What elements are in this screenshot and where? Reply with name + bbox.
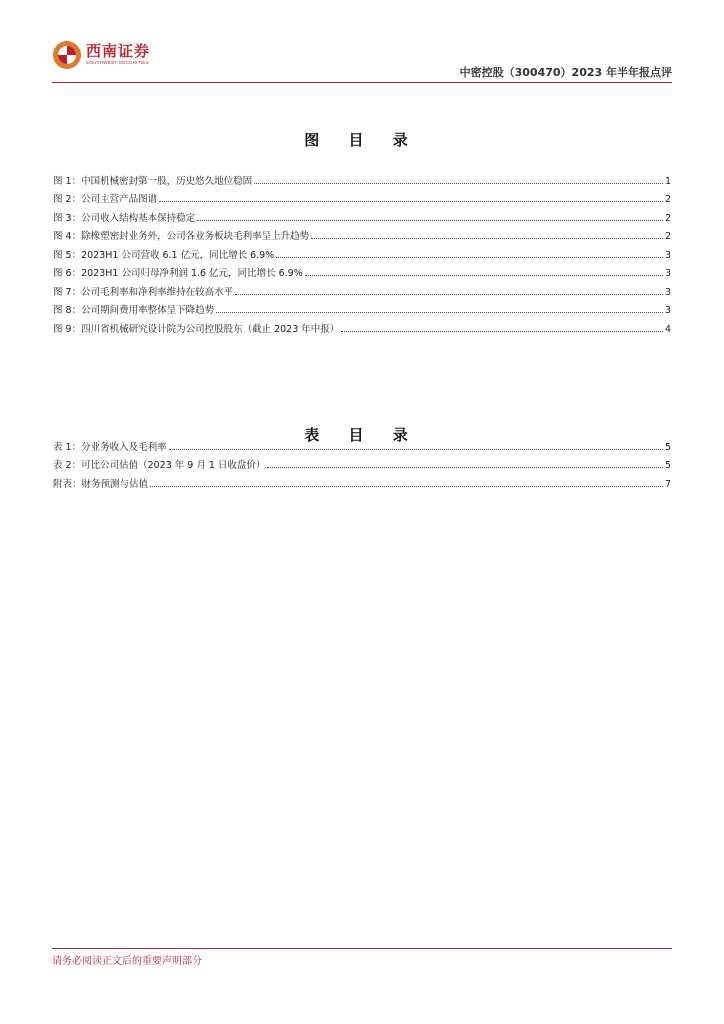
toc-leader-dots: [267, 466, 663, 468]
page-header: [52, 38, 672, 82]
toc-entry-page: 7: [664, 478, 671, 490]
toc-entry-label: 图 7：公司毛利率和净利率维持在较高水平: [53, 286, 234, 298]
toc-entry-page: 3: [664, 249, 671, 261]
toc-entry[interactable]: [53, 224, 671, 243]
toc-entry-label: 图 4：除橡塑密封业务外，公司各业务板块毛利率呈上升趋势: [53, 231, 310, 242]
logo-chinese-name: 西南证券: [86, 42, 151, 61]
toc-leader-dots: [254, 182, 663, 184]
toc-entry-label: 图 9：四川省机械研究设计院为公司控股股东（截止 2023 年中报）: [53, 323, 340, 335]
toc-leader-dots: [150, 485, 663, 487]
toc-entry-label: 图 3：公司收入结构基本保持稳定: [53, 212, 196, 224]
toc-entry-label: 图 8：公司期间费用率整体呈下降趋势: [53, 305, 215, 316]
toc-entry-page: 3: [664, 305, 671, 316]
toc-entry[interactable]: [53, 453, 671, 472]
toc-entry-page: 2: [664, 212, 671, 224]
toc-entry-page: 3: [664, 286, 671, 298]
toc-leader-dots: [305, 274, 663, 276]
toc-entry[interactable]: [53, 298, 671, 317]
toc-entry-label: 图 2：公司主营产品图谱: [53, 194, 158, 205]
toc-entry-label: 图 1：中国机械密封第一股，历史悠久地位稳固: [53, 175, 253, 187]
toc-entry-page: 5: [664, 460, 671, 471]
toc-entry-page: 3: [664, 268, 671, 279]
toc-entry[interactable]: [53, 471, 671, 490]
toc-leader-dots: [216, 311, 663, 313]
toc-entry[interactable]: [53, 261, 671, 280]
toc-entry-page: 5: [664, 441, 671, 453]
disclaimer-note: 请务必阅读正文后的重要声明部分: [52, 956, 202, 967]
toc-entry-page: 2: [664, 231, 671, 242]
toc-entry[interactable]: [53, 205, 671, 224]
toc-leader-dots: [197, 219, 663, 221]
toc-entry[interactable]: [53, 242, 671, 261]
toc-leader-dots: [276, 256, 663, 258]
toc-entry[interactable]: [53, 434, 671, 453]
toc-leader-dots: [311, 237, 663, 239]
report-title: 中密控股（300470）2023 年半年报点评: [459, 66, 672, 79]
figures-index-title: 图 目 录: [304, 131, 420, 149]
tables-index-title: 表 目 录: [304, 426, 420, 444]
company-logo: [52, 40, 150, 70]
toc-entry[interactable]: [53, 187, 671, 206]
toc-entry-label: 附表：财务预测与估值: [53, 478, 149, 490]
toc-leader-dots: [341, 330, 663, 332]
toc-entry-page: 1: [664, 175, 671, 187]
toc-entry-label: 表 1：分业务收入及毛利率: [53, 441, 167, 453]
toc-leader-dots: [159, 200, 663, 202]
toc-entry[interactable]: [53, 316, 671, 335]
toc-leader-dots: [235, 293, 663, 295]
toc-entry[interactable]: [53, 279, 671, 298]
header-divider: [52, 82, 672, 83]
logo-english-name: SOUTHWEST SECURITIES: [86, 60, 149, 66]
toc-entry[interactable]: [53, 168, 671, 187]
logo-emblem-icon: [52, 40, 82, 70]
toc-entry-label: 图 5：2023H1 公司营收 6.1 亿元，同比增长 6.9%: [53, 249, 275, 261]
toc-leader-dots: [169, 448, 663, 450]
toc-entry-label: 图 6：2023H1 公司归母净利润 1.6 亿元，同比增长 6.9%: [53, 268, 303, 279]
footer-divider: [52, 948, 672, 949]
toc-entry-page: 2: [664, 194, 671, 205]
figures-index-list: [53, 168, 671, 335]
tables-index-list: [53, 434, 671, 490]
toc-entry-page: 4: [664, 323, 671, 335]
toc-entry-label: 表 2：可比公司估值（2023 年 9 月 1 日收盘价）: [53, 460, 266, 471]
